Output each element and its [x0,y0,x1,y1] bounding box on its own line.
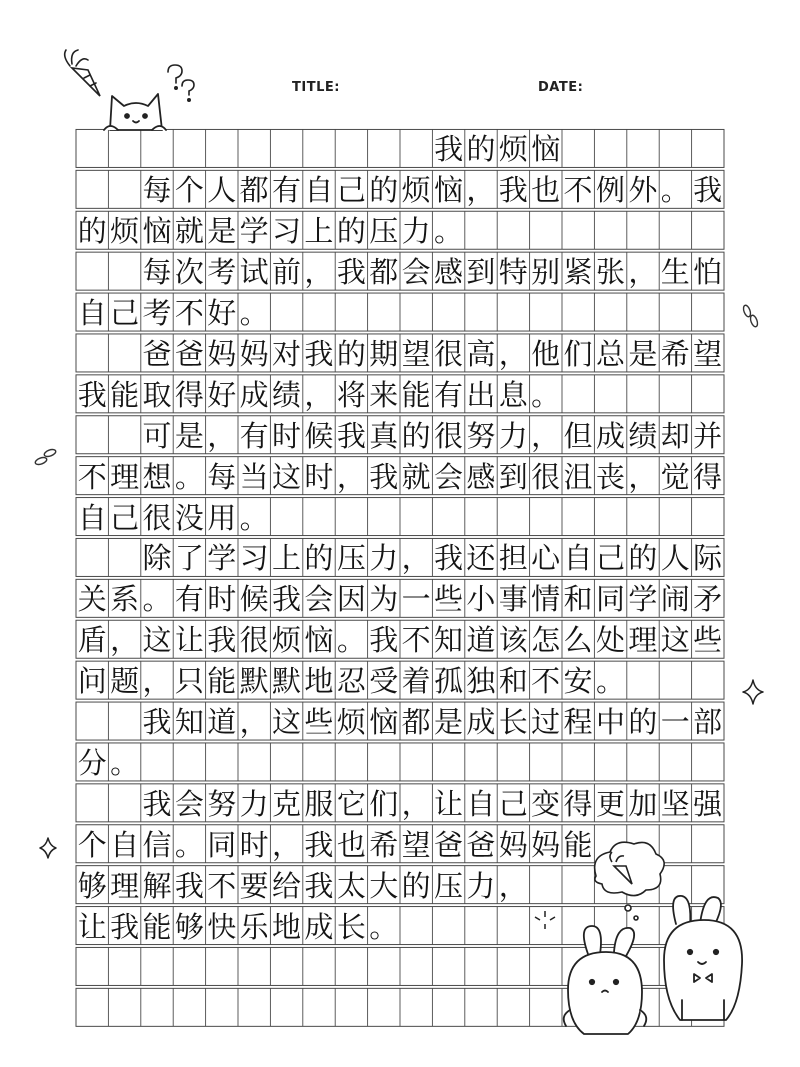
essay-title: 我 的 烦 恼 [434,132,561,167]
essay-line: 关 系 。 有 时 候 我 会 因 为 一 些 小 事 情 和 同 学 闹 矛 [77,582,723,617]
question-marks-icon [168,65,194,101]
essay-line: 分 。 [77,745,140,780]
essay-line: 每 次 考 试 前 ， 我 都 会 感 到 特 别 紧 张 ， 生 怕 [142,255,723,290]
essay-line: 的 烦 恼 就 是 学 习 上 的 压 力 。 [77,214,463,249]
date-label: DATE: [538,80,584,95]
thought-bubble-icon [595,842,665,920]
title-label: TITLE: [292,80,340,95]
essay-line: 我 知 道 ， 这 些 烦 恼 都 是 成 长 过 程 中 的 一 部 [142,705,723,740]
essay-line: 可 是 ， 有 时 候 我 真 的 很 努 力 ， 但 成 绩 却 并 [142,418,723,453]
essay-line: 我 会 努 力 克 服 它 们 ， 让 自 己 变 得 更 加 坚 强 [142,786,723,821]
sparkle-icon [40,680,763,929]
carrot-icon [65,50,100,96]
essay-line: 自 己 考 不 好 。 [77,296,269,331]
essay-line: 够 理 解 我 不 要 给 我 太 大 的 压 力 ， [77,868,528,903]
essay-line: 爸 爸 妈 妈 对 我 的 期 望 很 高 ， 他 们 总 是 希 望 [142,336,723,371]
essay-line: 让 我 能 够 快 乐 地 成 长 。 [77,909,399,944]
essay-line: 除 了 学 习 上 的 压 力 ， 我 还 担 心 自 己 的 人 际 [142,541,723,576]
essay-line: 问 题 ， 只 能 默 默 地 忍 受 着 孤 独 和 不 安 。 [77,664,625,699]
essay-line: 不 理 想 。 每 当 这 时 ， 我 就 会 感 到 很 沮 丧 ， 觉 得 [77,459,723,494]
essay-line: 盾 ， 这 让 我 很 烦 恼 。 我 不 知 道 该 怎 么 处 理 这 些 [77,623,723,658]
essay-line: 自 己 很 没 用 。 [77,500,269,535]
essay-line: 个 自 信 。 同 时 ， 我 也 希 望 爸 爸 妈 妈 能 [77,827,593,862]
cat-icon [104,94,166,130]
bunny-pair-icon [564,896,742,1034]
essay-line: 每 个 人 都 有 自 己 的 烦 恼 ， 我 也 不 例 外 。 我 [142,173,723,208]
essay-line: 我 能 取 得 好 成 绩 ， 将 来 能 有 出 息 。 [77,377,561,412]
droplet-icon [34,304,759,466]
